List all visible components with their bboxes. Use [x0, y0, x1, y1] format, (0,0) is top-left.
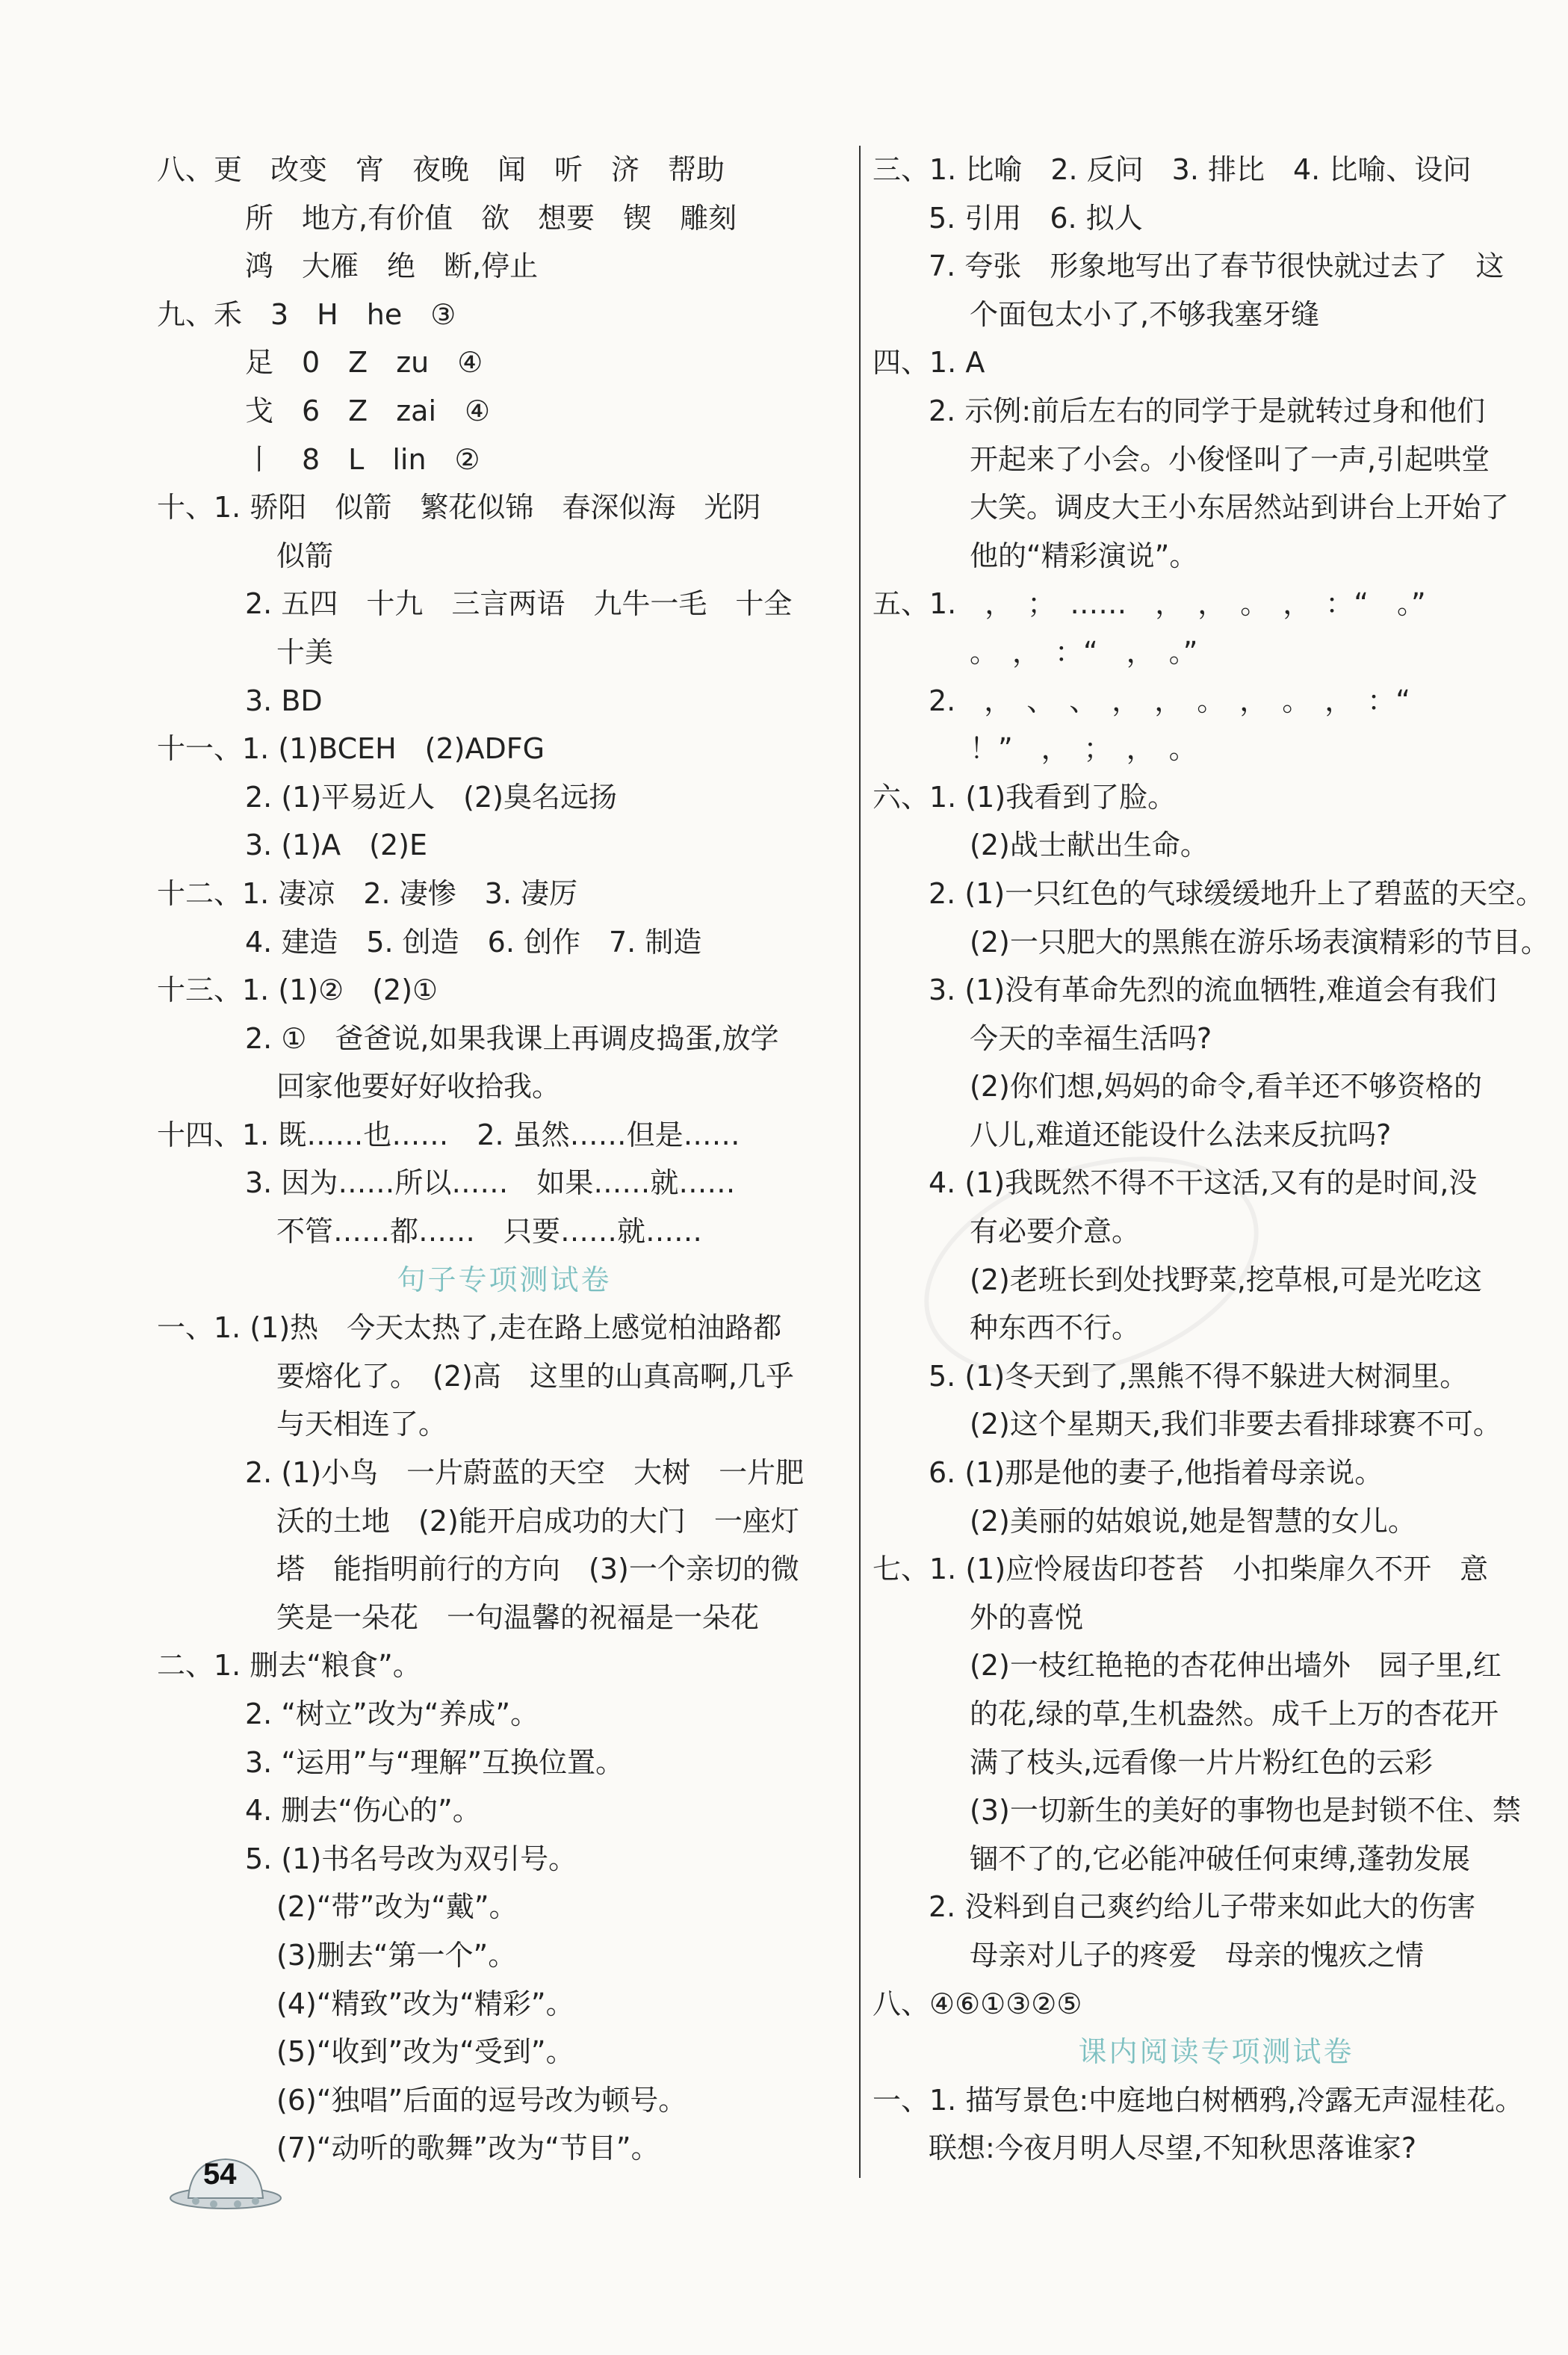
answer-line: (3)一切新生的美好的事物也是封锁不住、禁 [970, 1794, 1521, 1828]
answer-line: 十四、1. 既……也…… 2. 虽然……但是…… [157, 1118, 740, 1151]
section-title: 句子专项测试卷 [397, 1263, 612, 1296]
answer-line: 6. (1)那是他的妻子,他指着母亲说。 [929, 1456, 1383, 1490]
answer-line: 种东西不行。 [970, 1311, 1141, 1345]
answer-line: 他的“精彩演说”。 [970, 539, 1198, 572]
answer-line: 今天的幸福生活吗? [970, 1021, 1212, 1055]
answer-line: 2. 没料到自己爽约给儿子带来如此大的伤害 [929, 1890, 1476, 1924]
answer-line: 2. 五四 十九 三言两语 九牛一毛 十全 [245, 587, 793, 621]
answer-line: 开起来了小会。小俊怪叫了一声,引起哄堂 [970, 442, 1490, 476]
answer-line: 3. 因为……所以…… 如果……就…… [245, 1166, 736, 1200]
section-title: 课内阅读专项测试卷 [1078, 2035, 1354, 2069]
answer-line: 5. 引用 6. 拟人 [929, 201, 1143, 235]
answer-line: 2. ① 爸爸说,如果我课上再调皮捣蛋,放学 [245, 1021, 779, 1055]
answer-line: 3. (1)没有革命先烈的流血牺牲,难道会有我们 [929, 974, 1497, 1007]
answer-line: 戈 6 Z zai ④ [245, 394, 491, 427]
answer-line: (6)“独唱”后面的逗号改为顿号。 [276, 2083, 687, 2117]
answer-line: 鸿 大雁 绝 断,停止 [245, 250, 539, 283]
answer-line: 十三、1. (1)② (2)① [157, 974, 439, 1007]
answer-line: 锢不了的,它必能冲破任何束缚,蓬勃发展 [970, 1842, 1471, 1875]
answer-line: (2)你们想,妈妈的命令,看羊还不够资格的 [970, 1070, 1482, 1104]
answer-line: 母亲对儿子的疼爱 母亲的愧疚之情 [970, 1938, 1425, 1972]
answer-line: 3. (1)A (2)E [245, 829, 427, 862]
left-column [157, 146, 852, 2173]
answer-line: (2)“带”改为“戴”。 [276, 1890, 518, 1924]
answer-line: 4. 建造 5. 创造 6. 创作 7. 制造 [245, 925, 702, 959]
answer-line: 一、1. (1)热 今天太热了,走在路上感觉柏油路都 [157, 1311, 782, 1345]
right-column [873, 146, 1560, 2173]
answer-line: 五、1. ， ； …… ， ， 。 ， ：“ 。” [873, 587, 1426, 621]
answer-line: 2. (1)平易近人 (2)臭名远扬 [245, 780, 617, 814]
answer-line: 丨 8 L lin ② [245, 442, 480, 476]
answer-line: 2. (1)一只红色的气球缓缓地升上了碧蓝的天空。 [929, 876, 1545, 910]
answer-line: 二、1. 删去“粮食”。 [157, 1649, 421, 1683]
answer-line: (2)一枝红艳艳的杏花伸出墙外 园子里,红 [970, 1649, 1502, 1683]
answer-line: 十一、1. (1)BCEH (2)ADFG [157, 732, 545, 766]
answer-line: 六、1. (1)我看到了脸。 [873, 780, 1177, 814]
answer-line: 4. 删去“伤心的”。 [245, 1794, 481, 1828]
answer-line: 2. ， 、 、 ， ， 。 ， 。 ， ：“ [929, 684, 1410, 717]
answer-line: 2. 示例:前后左右的同学于是就转过身和他们 [929, 394, 1486, 427]
page-number: 54 [203, 2158, 237, 2191]
answer-line: 的花,绿的草,生机盎然。成千上万的杏花开 [970, 1698, 1499, 1730]
answer-line: (2)这个星期天,我们非要去看排球赛不可。 [970, 1408, 1502, 1441]
answer-line: 有必要介意。 [970, 1215, 1141, 1248]
answer-line: 满了枝头,远看像一片片粉红色的云彩 [970, 1745, 1434, 1779]
answer-line: (2)美丽的姑娘说,她是智慧的女儿。 [970, 1504, 1416, 1538]
answer-line: (5)“收到”改为“受到”。 [276, 2035, 574, 2069]
answer-line: 所 地方,有价值 欲 想要 锲 雕刻 [245, 201, 737, 235]
answer-line: 一、1. 描写景色:中庭地白树栖鸦,冷露无声湿桂花。 [873, 2083, 1524, 2117]
answer-line: 2. “树立”改为“养成”。 [245, 1698, 539, 1730]
answer-line: 塔 能指明前行的方向 (3)一个亲切的微 [276, 1553, 799, 1586]
answer-line: (2)老班长到处找野菜,挖草根,可是光吃这 [970, 1263, 1482, 1296]
answer-line: 十美 [276, 635, 334, 669]
answer-line: 个面包太小了,不够我塞牙缝 [970, 297, 1320, 331]
answer-line: 九、禾 3 H he ③ [157, 297, 456, 331]
page-number-badge [166, 2152, 285, 2221]
answer-line: ！” ， ； ， 。 [970, 732, 1197, 766]
answer-line: 八、④⑥①③②⑤ [873, 1987, 1082, 2020]
answer-line: 。 ， ：“ ， 。” [970, 635, 1198, 669]
answer-line: 7. 夸张 形象地写出了春节很快就过去了 这 [929, 250, 1505, 283]
answer-line: 3. “运用”与“理解”互换位置。 [245, 1745, 625, 1779]
answer-line: 3. BD [245, 684, 323, 717]
answer-line: (4)“精致”改为“精彩”。 [276, 1987, 574, 2020]
answer-line: 回家他要好好收拾我。 [276, 1070, 561, 1104]
answer-line: 5. (1)冬天到了,黑熊不得不躲进大树洞里。 [929, 1359, 1469, 1393]
answer-line: 八、更 改变 宵 夜晚 闻 听 济 帮助 [157, 153, 725, 186]
answer-line: 联想:今夜月明人尽望,不知秋思落谁家? [929, 2132, 1417, 2165]
answer-line: 四、1. A [873, 346, 985, 380]
answer-line: (2)战士献出生命。 [970, 829, 1209, 862]
answer-line: 外的喜悦 [970, 1600, 1084, 1634]
answer-line: (2)一只肥大的黑熊在游乐场表演精彩的节目。 [970, 925, 1549, 959]
answer-line: 三、1. 比喻 2. 反问 3. 排比 4. 比喻、设问 [873, 153, 1472, 186]
answer-line: 要熔化了。 (2)高 这里的山真高啊,几乎 [276, 1359, 794, 1393]
answer-line: 七、1. (1)应怜屐齿印苍苔 小扣柴扉久不开 意 [873, 1553, 1489, 1586]
answer-line: 4. (1)我既然不得不干这活,又有的是时间,没 [929, 1166, 1478, 1200]
answer-line: 十二、1. 凄凉 2. 凄惨 3. 凄厉 [157, 876, 578, 910]
answer-line: 大笑。调皮大王小东居然站到讲台上开始了 [970, 491, 1510, 524]
answer-line: 足 0 Z zu ④ [245, 346, 483, 380]
answer-line: 2. (1)小鸟 一片蔚蓝的天空 大树 一片肥 [245, 1456, 805, 1490]
answer-line: 5. (1)书名号改为双引号。 [245, 1842, 577, 1875]
column-divider [859, 146, 861, 2178]
answer-line: 与天相连了。 [276, 1408, 447, 1441]
answer-line: (7)“动听的歌舞”改为“节目”。 [276, 2132, 660, 2165]
answer-line: 八儿,难道还能设什么法来反抗吗? [970, 1118, 1392, 1151]
answer-line: 似箭 [276, 539, 334, 572]
answer-line: (3)删去“第一个”。 [276, 1938, 517, 1972]
answer-line: 不管……都…… 只要……就…… [276, 1215, 703, 1248]
answer-line: 沃的土地 (2)能开启成功的大门 一座灯 [276, 1504, 799, 1538]
answer-line: 笑是一朵花 一句温馨的祝福是一朵花 [276, 1600, 760, 1634]
answer-line: 十、1. 骄阳 似箭 繁花似锦 春深似海 光阴 [157, 491, 761, 524]
